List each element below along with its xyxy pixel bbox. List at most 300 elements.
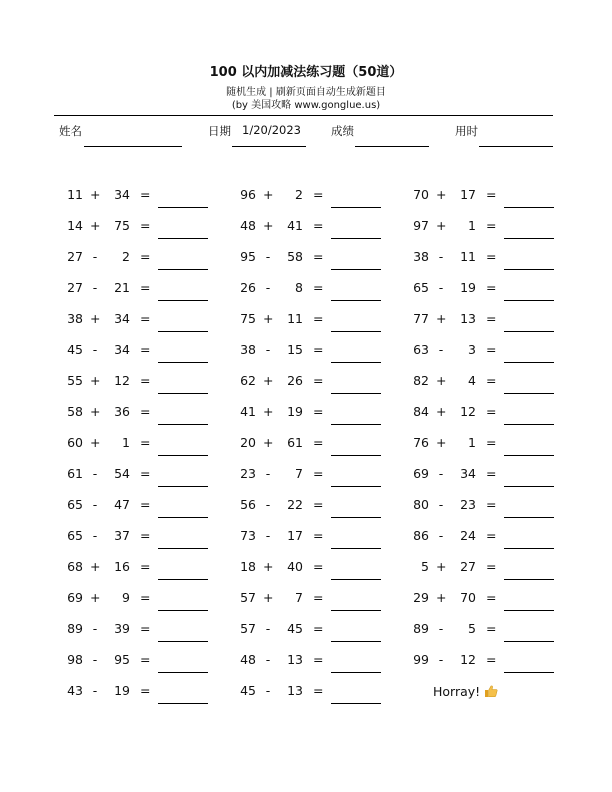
operand-b: 17	[460, 187, 476, 202]
problem-item	[232, 466, 382, 497]
operator: +	[263, 590, 274, 605]
equals-sign: =	[313, 373, 324, 388]
subtitle-line: 随机生成 | 刷新页面自动生成新题目	[226, 87, 386, 98]
answer-line[interactable]	[331, 238, 381, 239]
operator: -	[92, 249, 98, 264]
equals-sign: =	[313, 652, 324, 667]
operand-a: 73	[240, 528, 256, 543]
answer-line[interactable]	[331, 300, 381, 301]
answer-line[interactable]	[504, 610, 554, 611]
equals-sign: =	[140, 249, 151, 264]
operator: -	[438, 466, 444, 481]
equals-sign: =	[313, 218, 324, 233]
problem-item	[59, 652, 209, 683]
answer-line[interactable]	[331, 703, 381, 704]
operator: -	[92, 342, 98, 357]
operator: +	[90, 590, 101, 605]
operand-b: 7	[295, 466, 303, 481]
operand-b: 34	[114, 311, 130, 326]
problem-item	[232, 404, 382, 435]
problem-item	[405, 590, 555, 621]
equals-sign: =	[486, 590, 497, 605]
equals-sign: =	[140, 342, 151, 357]
answer-line[interactable]	[158, 207, 208, 208]
problem-item	[59, 466, 209, 497]
problem-item	[59, 342, 209, 373]
answer-line[interactable]	[331, 269, 381, 270]
operand-b: 70	[460, 590, 476, 605]
operand-a: 89	[413, 621, 429, 636]
operand-a: 68	[67, 559, 83, 574]
answer-line[interactable]	[331, 455, 381, 456]
answer-line[interactable]	[504, 362, 554, 363]
operator: +	[436, 435, 447, 450]
equals-sign: =	[486, 435, 497, 450]
answer-line[interactable]	[504, 207, 554, 208]
problem-item	[232, 621, 382, 652]
operand-b: 45	[287, 621, 303, 636]
equals-sign: =	[140, 311, 151, 326]
operand-b: 11	[287, 311, 303, 326]
answer-line[interactable]	[331, 207, 381, 208]
operand-b: 23	[460, 497, 476, 512]
operator: -	[265, 497, 271, 512]
answer-line[interactable]	[331, 362, 381, 363]
answer-line[interactable]	[158, 238, 208, 239]
problem-item	[59, 559, 209, 590]
problem-item	[232, 342, 382, 373]
operator: -	[92, 280, 98, 295]
answer-line[interactable]	[504, 424, 554, 425]
problem-item	[405, 528, 555, 559]
operand-a: 60	[67, 435, 83, 450]
operator: -	[92, 652, 98, 667]
operand-b: 13	[287, 683, 303, 698]
answer-line[interactable]	[504, 238, 554, 239]
operand-a: 45	[67, 342, 83, 357]
operand-a: 89	[67, 621, 83, 636]
operand-a: 43	[67, 683, 83, 698]
name-field-line[interactable]	[84, 146, 182, 147]
equals-sign: =	[313, 435, 324, 450]
operand-b: 75	[114, 218, 130, 233]
operand-a: 29	[413, 590, 429, 605]
operand-a: 5	[421, 559, 429, 574]
operator: -	[438, 249, 444, 264]
operator: -	[265, 652, 271, 667]
answer-line[interactable]	[331, 672, 381, 673]
operand-b: 26	[287, 373, 303, 388]
operand-a: 27	[67, 249, 83, 264]
problem-item	[405, 404, 555, 435]
equals-sign: =	[140, 187, 151, 202]
operand-b: 37	[114, 528, 130, 543]
operand-b: 2	[295, 187, 303, 202]
operand-a: 69	[413, 466, 429, 481]
operand-b: 47	[114, 497, 130, 512]
problem-item	[232, 528, 382, 559]
problem-item	[59, 218, 209, 249]
problem-item	[232, 249, 382, 280]
answer-line[interactable]	[331, 486, 381, 487]
problem-item	[232, 373, 382, 404]
operand-b: 19	[287, 404, 303, 419]
problem-item	[59, 683, 209, 714]
operator: -	[265, 249, 271, 264]
operand-a: 48	[240, 652, 256, 667]
header-rule	[54, 115, 553, 116]
operand-b: 19	[114, 683, 130, 698]
operator: +	[90, 373, 101, 388]
equals-sign: =	[140, 528, 151, 543]
operand-a: 48	[240, 218, 256, 233]
operand-a: 63	[413, 342, 429, 357]
equals-sign: =	[486, 249, 497, 264]
operator: +	[263, 311, 274, 326]
operand-a: 57	[240, 621, 256, 636]
operand-a: 20	[240, 435, 256, 450]
equals-sign: =	[140, 435, 151, 450]
operator: -	[265, 466, 271, 481]
equals-sign: =	[486, 621, 497, 636]
date-value: 1/20/2023	[242, 123, 301, 137]
operator: -	[265, 280, 271, 295]
operand-b: 12	[460, 404, 476, 419]
problem-item	[405, 559, 555, 590]
answer-line[interactable]	[331, 641, 381, 642]
equals-sign: =	[313, 683, 324, 698]
equals-sign: =	[313, 280, 324, 295]
equals-sign: =	[140, 621, 151, 636]
time-field-line[interactable]	[479, 146, 553, 147]
answer-line[interactable]	[158, 362, 208, 363]
operand-b: 2	[122, 249, 130, 264]
score-field-line[interactable]	[355, 146, 429, 147]
equals-sign: =	[313, 497, 324, 512]
equals-sign: =	[140, 497, 151, 512]
operator: -	[92, 528, 98, 543]
equals-sign: =	[140, 280, 151, 295]
operand-b: 12	[114, 373, 130, 388]
answer-line[interactable]	[504, 517, 554, 518]
operator: -	[438, 528, 444, 543]
operand-a: 45	[240, 683, 256, 698]
problem-item	[405, 280, 555, 311]
equals-sign: =	[313, 528, 324, 543]
operand-a: 84	[413, 404, 429, 419]
operand-a: 23	[240, 466, 256, 481]
operand-a: 38	[240, 342, 256, 357]
operator: +	[436, 559, 447, 574]
operator: +	[436, 373, 447, 388]
operator: -	[265, 683, 271, 698]
problem-item	[405, 249, 555, 280]
operand-b: 24	[460, 528, 476, 543]
operand-a: 65	[67, 528, 83, 543]
problem-item	[405, 311, 555, 342]
problem-item	[59, 528, 209, 559]
operand-b: 12	[460, 652, 476, 667]
problem-item	[405, 342, 555, 373]
answer-line[interactable]	[158, 455, 208, 456]
equals-sign: =	[313, 621, 324, 636]
problem-item	[232, 187, 382, 218]
operator: -	[438, 497, 444, 512]
operand-b: 41	[287, 218, 303, 233]
operator: -	[438, 280, 444, 295]
operand-a: 62	[240, 373, 256, 388]
answer-line[interactable]	[504, 579, 554, 580]
answer-line[interactable]	[331, 579, 381, 580]
horray-message	[433, 684, 498, 699]
equals-sign: =	[486, 311, 497, 326]
answer-line[interactable]	[158, 331, 208, 332]
operand-b: 4	[468, 373, 476, 388]
problem-item	[405, 187, 555, 218]
operand-b: 54	[114, 466, 130, 481]
problem-item	[232, 683, 382, 714]
operator: +	[263, 404, 274, 419]
operator: -	[438, 342, 444, 357]
thumbs-up-icon	[484, 685, 498, 697]
operator: +	[90, 218, 101, 233]
problem-item	[405, 652, 555, 683]
equals-sign: =	[486, 342, 497, 357]
answer-line[interactable]	[504, 672, 554, 673]
operand-a: 18	[240, 559, 256, 574]
operand-b: 11	[460, 249, 476, 264]
operand-b: 95	[114, 652, 130, 667]
operand-b: 22	[287, 497, 303, 512]
operand-a: 11	[67, 187, 83, 202]
operand-b: 17	[287, 528, 303, 543]
operand-a: 95	[240, 249, 256, 264]
equals-sign: =	[313, 590, 324, 605]
operand-a: 77	[413, 311, 429, 326]
answer-line[interactable]	[331, 517, 381, 518]
operand-b: 34	[114, 187, 130, 202]
answer-line[interactable]	[158, 548, 208, 549]
operand-a: 96	[240, 187, 256, 202]
answer-line[interactable]	[504, 300, 554, 301]
problem-item	[59, 280, 209, 311]
equals-sign: =	[313, 187, 324, 202]
problem-item	[59, 621, 209, 652]
equals-sign: =	[313, 311, 324, 326]
operator: +	[90, 187, 101, 202]
name-label: 姓名	[59, 124, 82, 138]
operator: -	[92, 497, 98, 512]
answer-line[interactable]	[504, 393, 554, 394]
operand-a: 69	[67, 590, 83, 605]
equals-sign: =	[313, 404, 324, 419]
problem-item	[232, 218, 382, 249]
score-label: 成绩	[331, 124, 354, 138]
problem-item	[232, 559, 382, 590]
answer-line[interactable]	[158, 517, 208, 518]
operand-b: 13	[460, 311, 476, 326]
operator: -	[265, 342, 271, 357]
operand-a: 38	[67, 311, 83, 326]
problem-item	[405, 621, 555, 652]
answer-line[interactable]	[158, 672, 208, 673]
operand-a: 75	[240, 311, 256, 326]
equals-sign: =	[313, 559, 324, 574]
equals-sign: =	[313, 249, 324, 264]
operand-a: 56	[240, 497, 256, 512]
answer-line[interactable]	[158, 269, 208, 270]
operand-b: 27	[460, 559, 476, 574]
problem-item	[232, 590, 382, 621]
operator: -	[92, 621, 98, 636]
answer-line[interactable]	[504, 455, 554, 456]
operand-b: 8	[295, 280, 303, 295]
answer-line[interactable]	[331, 393, 381, 394]
problem-item	[405, 466, 555, 497]
equals-sign: =	[486, 466, 497, 481]
operand-a: 70	[413, 187, 429, 202]
problem-item	[59, 435, 209, 466]
operand-b: 16	[114, 559, 130, 574]
answer-line[interactable]	[158, 486, 208, 487]
answer-line[interactable]	[331, 331, 381, 332]
operand-b: 5	[468, 621, 476, 636]
equals-sign: =	[486, 373, 497, 388]
problem-item	[59, 187, 209, 218]
operand-b: 1	[122, 435, 130, 450]
answer-line[interactable]	[331, 548, 381, 549]
operand-a: 26	[240, 280, 256, 295]
problem-item	[405, 435, 555, 466]
operator: +	[263, 187, 274, 202]
problem-item	[232, 435, 382, 466]
operator: +	[436, 311, 447, 326]
operator: +	[436, 404, 447, 419]
operand-b: 3	[468, 342, 476, 357]
worksheet-subtitle	[0, 86, 612, 112]
operator: +	[436, 187, 447, 202]
date-field-line[interactable]	[232, 146, 306, 147]
operand-a: 97	[413, 218, 429, 233]
operand-b: 13	[287, 652, 303, 667]
problem-item	[59, 404, 209, 435]
problem-item	[232, 497, 382, 528]
operand-b: 40	[287, 559, 303, 574]
answer-line[interactable]	[504, 548, 554, 549]
answer-line[interactable]	[158, 300, 208, 301]
problem-item	[405, 218, 555, 249]
answer-line[interactable]	[158, 579, 208, 580]
operator: -	[438, 652, 444, 667]
operator: +	[90, 404, 101, 419]
answer-line[interactable]	[331, 424, 381, 425]
operand-b: 61	[287, 435, 303, 450]
operand-a: 98	[67, 652, 83, 667]
equals-sign: =	[140, 590, 151, 605]
horray-text: Horray!	[433, 684, 481, 699]
equals-sign: =	[486, 218, 497, 233]
operand-b: 15	[287, 342, 303, 357]
operand-b: 21	[114, 280, 130, 295]
answer-line[interactable]	[504, 486, 554, 487]
equals-sign: =	[140, 559, 151, 574]
operand-a: 80	[413, 497, 429, 512]
operand-a: 55	[67, 373, 83, 388]
operator: +	[90, 435, 101, 450]
answer-line[interactable]	[158, 393, 208, 394]
operand-b: 36	[114, 404, 130, 419]
operator: -	[265, 528, 271, 543]
operand-a: 14	[67, 218, 83, 233]
operator: +	[436, 218, 447, 233]
equals-sign: =	[140, 683, 151, 698]
operator: +	[263, 435, 274, 450]
operand-a: 99	[413, 652, 429, 667]
equals-sign: =	[486, 652, 497, 667]
time-label: 用时	[455, 124, 478, 138]
operator: -	[92, 466, 98, 481]
problem-item	[59, 497, 209, 528]
operand-a: 38	[413, 249, 429, 264]
operand-a: 41	[240, 404, 256, 419]
problem-item	[405, 497, 555, 528]
equals-sign: =	[140, 652, 151, 667]
operand-b: 9	[122, 590, 130, 605]
date-label: 日期	[208, 124, 231, 138]
equals-sign: =	[313, 466, 324, 481]
answer-line[interactable]	[158, 610, 208, 611]
answer-line[interactable]	[158, 703, 208, 704]
operand-b: 34	[460, 466, 476, 481]
operator: +	[436, 590, 447, 605]
operator: +	[90, 559, 101, 574]
operator: +	[263, 373, 274, 388]
operand-b: 39	[114, 621, 130, 636]
credit-line: (by 美国攻略 www.gonglue.us)	[231, 100, 381, 111]
operand-a: 61	[67, 466, 83, 481]
equals-sign: =	[486, 187, 497, 202]
problem-item	[232, 280, 382, 311]
operand-a: 65	[413, 280, 429, 295]
problem-item	[232, 652, 382, 683]
operator: -	[92, 683, 98, 698]
problem-item	[59, 311, 209, 342]
operand-b: 1	[468, 218, 476, 233]
operator: +	[263, 559, 274, 574]
operator: -	[265, 621, 271, 636]
operand-a: 82	[413, 373, 429, 388]
equals-sign: =	[140, 373, 151, 388]
answer-line[interactable]	[331, 610, 381, 611]
equals-sign: =	[140, 404, 151, 419]
equals-sign: =	[486, 528, 497, 543]
answer-line[interactable]	[158, 424, 208, 425]
operand-b: 58	[287, 249, 303, 264]
answer-line[interactable]	[504, 641, 554, 642]
operand-b: 1	[468, 435, 476, 450]
problem-item	[405, 373, 555, 404]
equals-sign: =	[313, 342, 324, 357]
problem-item	[59, 249, 209, 280]
operand-b: 34	[114, 342, 130, 357]
answer-line[interactable]	[504, 269, 554, 270]
equals-sign: =	[140, 218, 151, 233]
operand-a: 65	[67, 497, 83, 512]
operand-b: 7	[295, 590, 303, 605]
answer-line[interactable]	[504, 331, 554, 332]
problem-item	[59, 590, 209, 621]
answer-line[interactable]	[158, 641, 208, 642]
